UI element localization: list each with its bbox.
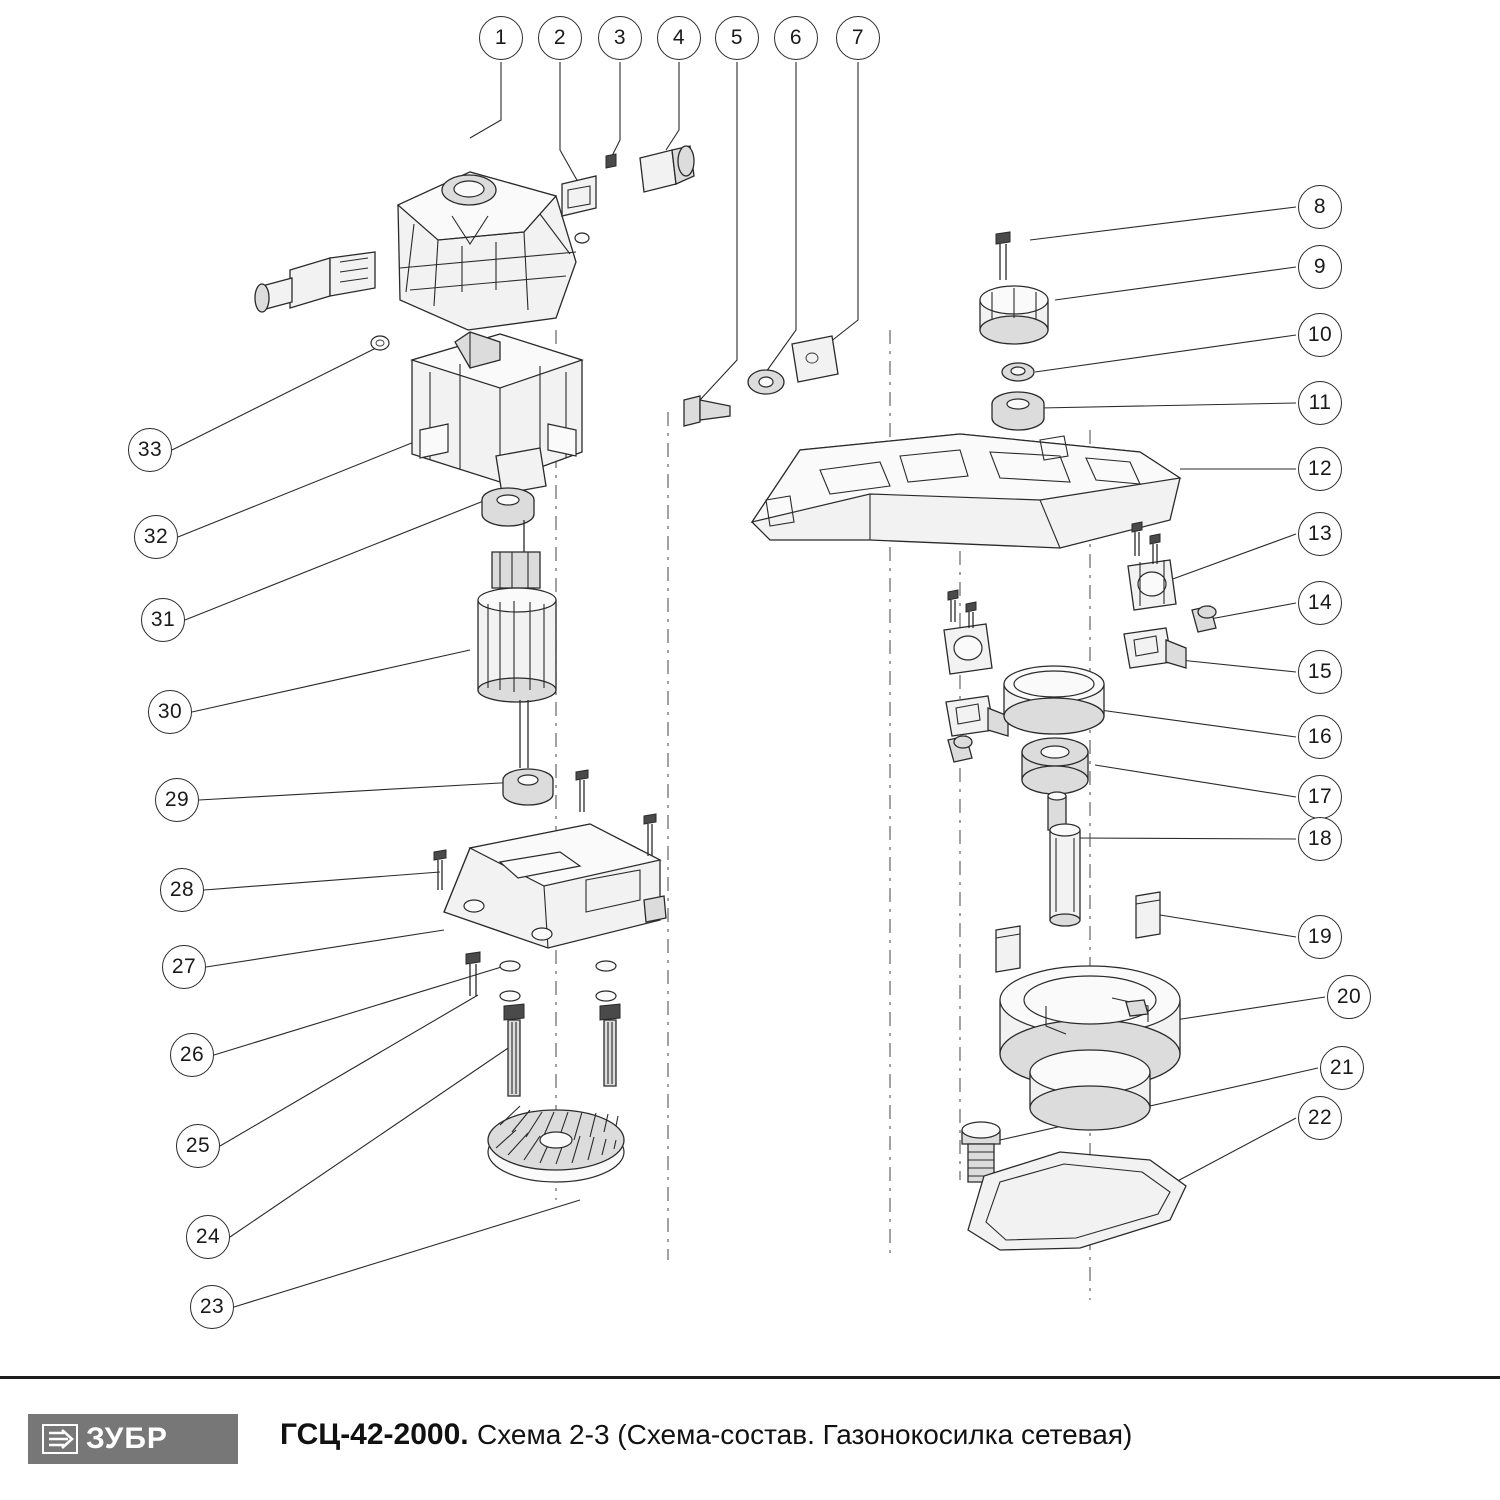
callout-label: 9	[1313, 255, 1327, 278]
callout-label: 21	[1329, 1056, 1355, 1079]
callout-25[interactable]	[176, 1124, 220, 1168]
callout-label: 4	[672, 26, 686, 49]
callout-label: 3	[613, 26, 627, 49]
scheme-subtitle: Схема 2-3 (Схема-состав. Газонокосилка сетевая)	[476, 1419, 1133, 1450]
callout-label: 7	[851, 26, 865, 49]
callout-label: 8	[1313, 195, 1327, 218]
callout-2[interactable]	[538, 16, 582, 60]
callout-18[interactable]	[1298, 817, 1342, 861]
callout-label: 1	[494, 26, 508, 49]
callout-label: 18	[1307, 827, 1333, 850]
callout-label: 26	[179, 1043, 205, 1066]
callout-24[interactable]	[186, 1215, 230, 1259]
callout-29[interactable]	[155, 778, 199, 822]
callout-10[interactable]	[1298, 313, 1342, 357]
footer-caption	[280, 1418, 1132, 1452]
callout-17[interactable]	[1298, 775, 1342, 819]
callout-label: 15	[1307, 660, 1333, 683]
callout-3[interactable]	[598, 16, 642, 60]
callout-label: 11	[1308, 391, 1332, 414]
callout-label: 33	[137, 438, 163, 461]
callout-8[interactable]	[1298, 185, 1342, 229]
callout-label: 29	[164, 788, 190, 811]
callout-label: 23	[199, 1295, 225, 1318]
callout-19[interactable]	[1298, 915, 1342, 959]
callout-label: 17	[1307, 785, 1333, 808]
callout-4[interactable]	[657, 16, 701, 60]
callout-30[interactable]	[148, 690, 192, 734]
callout-label: 28	[169, 878, 195, 901]
callout-32[interactable]	[134, 515, 178, 559]
callout-label: 25	[185, 1134, 211, 1157]
callout-label: 31	[150, 608, 176, 631]
callout-20[interactable]	[1327, 975, 1371, 1019]
callout-6[interactable]	[774, 16, 818, 60]
callout-9[interactable]	[1298, 245, 1342, 289]
callout-11[interactable]	[1298, 381, 1342, 425]
callout-33[interactable]	[128, 428, 172, 472]
callout-label: 22	[1307, 1106, 1333, 1129]
callout-1[interactable]	[479, 16, 523, 60]
callout-12[interactable]	[1298, 447, 1342, 491]
callout-23[interactable]	[190, 1285, 234, 1329]
callout-label: 13	[1307, 522, 1333, 545]
callout-31[interactable]	[141, 598, 185, 642]
callout-label: 2	[553, 26, 567, 49]
footer-divider	[0, 1376, 1500, 1379]
callout-label: 27	[171, 955, 197, 978]
callout-27[interactable]	[162, 945, 206, 989]
callout-28[interactable]	[160, 868, 204, 912]
callout-14[interactable]	[1298, 581, 1342, 625]
callout-26[interactable]	[170, 1033, 214, 1077]
callout-label: 12	[1307, 457, 1333, 480]
callout-16[interactable]	[1298, 715, 1342, 759]
arrow-in-square-icon	[42, 1424, 78, 1454]
callout-label: 20	[1336, 985, 1362, 1008]
callout-label: 14	[1307, 591, 1333, 614]
callout-label: 19	[1307, 925, 1333, 948]
callout-label: 10	[1307, 323, 1333, 346]
callout-label: 30	[157, 700, 183, 723]
brand-name: ЗУБР	[86, 1422, 168, 1455]
callout-label: 5	[730, 26, 744, 49]
callout-15[interactable]	[1298, 650, 1342, 694]
model-title: ГСЦ-42-2000.	[280, 1418, 469, 1451]
callout-label: 16	[1307, 725, 1333, 748]
callout-label: 32	[143, 525, 169, 548]
brand-badge	[28, 1414, 238, 1464]
callout-13[interactable]	[1298, 512, 1342, 556]
callout-22[interactable]	[1298, 1096, 1342, 1140]
callout-21[interactable]	[1320, 1046, 1364, 1090]
callout-label: 6	[789, 26, 803, 49]
callout-label: 24	[195, 1225, 221, 1248]
callout-7[interactable]	[836, 16, 880, 60]
footer	[0, 1376, 1500, 1500]
callout-5[interactable]	[715, 16, 759, 60]
